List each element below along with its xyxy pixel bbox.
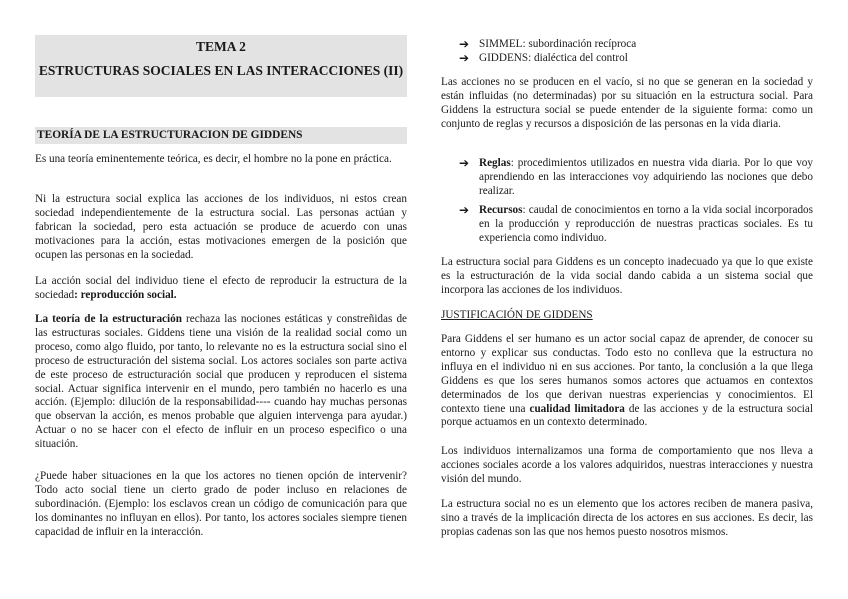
left-paragraph-2: Ni la estructura social explica las acciones de los individuos, ni estos crean sociedad independientemente de la estructura social. Las personas actúan y fabrican la sociedad, pero esta actuación se produce de acuerdo con unas motivaciones para la acción, estas motivaciones emergen de la posición que ocupen las personas en la sociedad.	[35, 193, 407, 261]
left-paragraph-4: La teoría de la estructuración rechaza las nociones estáticas y constreñidas de las estructuras sociales. Giddens tiene una visión de la realidad social como un proceso, como algo fluido, por tanto, lo relevante no es la estructura social sino el proceso de estructuración del sistema social. Los actores sociales son parte activa de este proceso de estructuración social que producen y reproducen el sistema social. Actuar significa intervenir en el mundo, pero también no hacerlo es una acción. (Ejemplo: dilución de la responsabilidad---- cuando hay muchas personas que observan la acción, es menos probable que alguien intervenga para ayudar.) Actuar o no se hacer con el efecto de influir en un proceso especifico o una situación.	[35, 313, 408, 451]
arrow-icon: ➔	[459, 156, 470, 170]
document-title: ESTRUCTURAS SOCIALES EN LAS INTERACCIONES (II)	[38, 63, 404, 78]
bullet-simmel: ➔ SIMMEL: subordinación recíproca	[459, 37, 637, 51]
arrow-icon: ➔	[459, 37, 470, 51]
tema-label: TEMA 2	[196, 39, 246, 54]
right-paragraph-2: La estructura social para Giddens es un concepto inadecuado ya que lo que existe es la estructuración de la vida social dando cabida a un sistema social que incorpora las acciones de los individuos.	[441, 256, 813, 296]
title-box	[35, 35, 407, 97]
right-paragraph-3: Para Giddens el ser humano es un actor social capaz de aprender, de conocer su entorno y explicar sus conductas. Todo esto no conlleva que la estructura no influya en el individuo ni en sus acciones. Por tanto, la conclusión a la que llega Giddens es que los seres humanos somos actores que actuamos en contextos determinados de los que derivan nuestras experiencias y conocimientos. El contexto tiene una cualidad limitadora de las acciones y de la estructura social porque actuamos en un contexto determinado.	[441, 333, 813, 429]
justificacion-heading: JUSTIFICACIÓN DE GIDDENS	[441, 309, 593, 321]
right-paragraph-1: Las acciones no se producen en el vacío, si no que se generan en la sociedad y están influidas (no determinadas) por su situación en la estructura social. Para Giddens la estructura social se puede entender de la siguiente forma: como un conjunto de reglas y recursos a disposición de las personas en la vida diaria.	[441, 76, 813, 130]
left-paragraph-1: Es una teoría eminentemente teórica, es decir, el hombre no la pone en práctica.	[35, 153, 392, 165]
bullet-giddens: ➔ GIDDENS: dialéctica del control	[459, 51, 628, 65]
left-paragraph-3: La acción social del individuo tiene el efecto de reproducir la estructura de la sociedad: reproducción social.	[35, 275, 407, 301]
arrow-icon: ➔	[459, 51, 470, 65]
right-paragraph-4: Los individuos internalizamos una forma de comportamiento que nos lleva a acciones sociales acorde a los valores adquiridos, nuestras interacciones y nuestra visión del mundo.	[441, 445, 813, 485]
left-paragraph-5: ¿Puede haber situaciones en la que los actores no tienen opción de intervenir? Todo acto social tiene un cierto grado de poder incluso en relaciones de subordinación. (Ejemplo: los esclavos crean un código de comunicación para que los dominantes no influyan en ellos). Por tanto, los actores sociales siempre tienen capacidad de influir en la interacción.	[35, 470, 407, 538]
bullet-recursos: ➔ Recursos: caudal de conocimientos en torno a la vida social incorporados en la producción y reproducción de nuestras practicas sociales. Es tu experiencia como individuo.	[459, 203, 813, 244]
right-paragraph-5: La estructura social no es un elemento que los actores reciben de manera pasiva, sino a través de la implicación directa de los actores en sus acciones. Es decir, las propias cadenas son las que nos hemos puesto nosotros mismos.	[441, 498, 813, 538]
arrow-icon: ➔	[459, 203, 470, 217]
section-heading: TEORÍA DE LA ESTRUCTURACION DE GIDDENS	[35, 127, 407, 144]
bullet-reglas: ➔ Reglas: procedimientos utilizados en nuestra vida diaria. Por lo que voy aprendiendo en las interacciones voy adquiriendo las nociones que debo realizar.	[459, 156, 813, 197]
